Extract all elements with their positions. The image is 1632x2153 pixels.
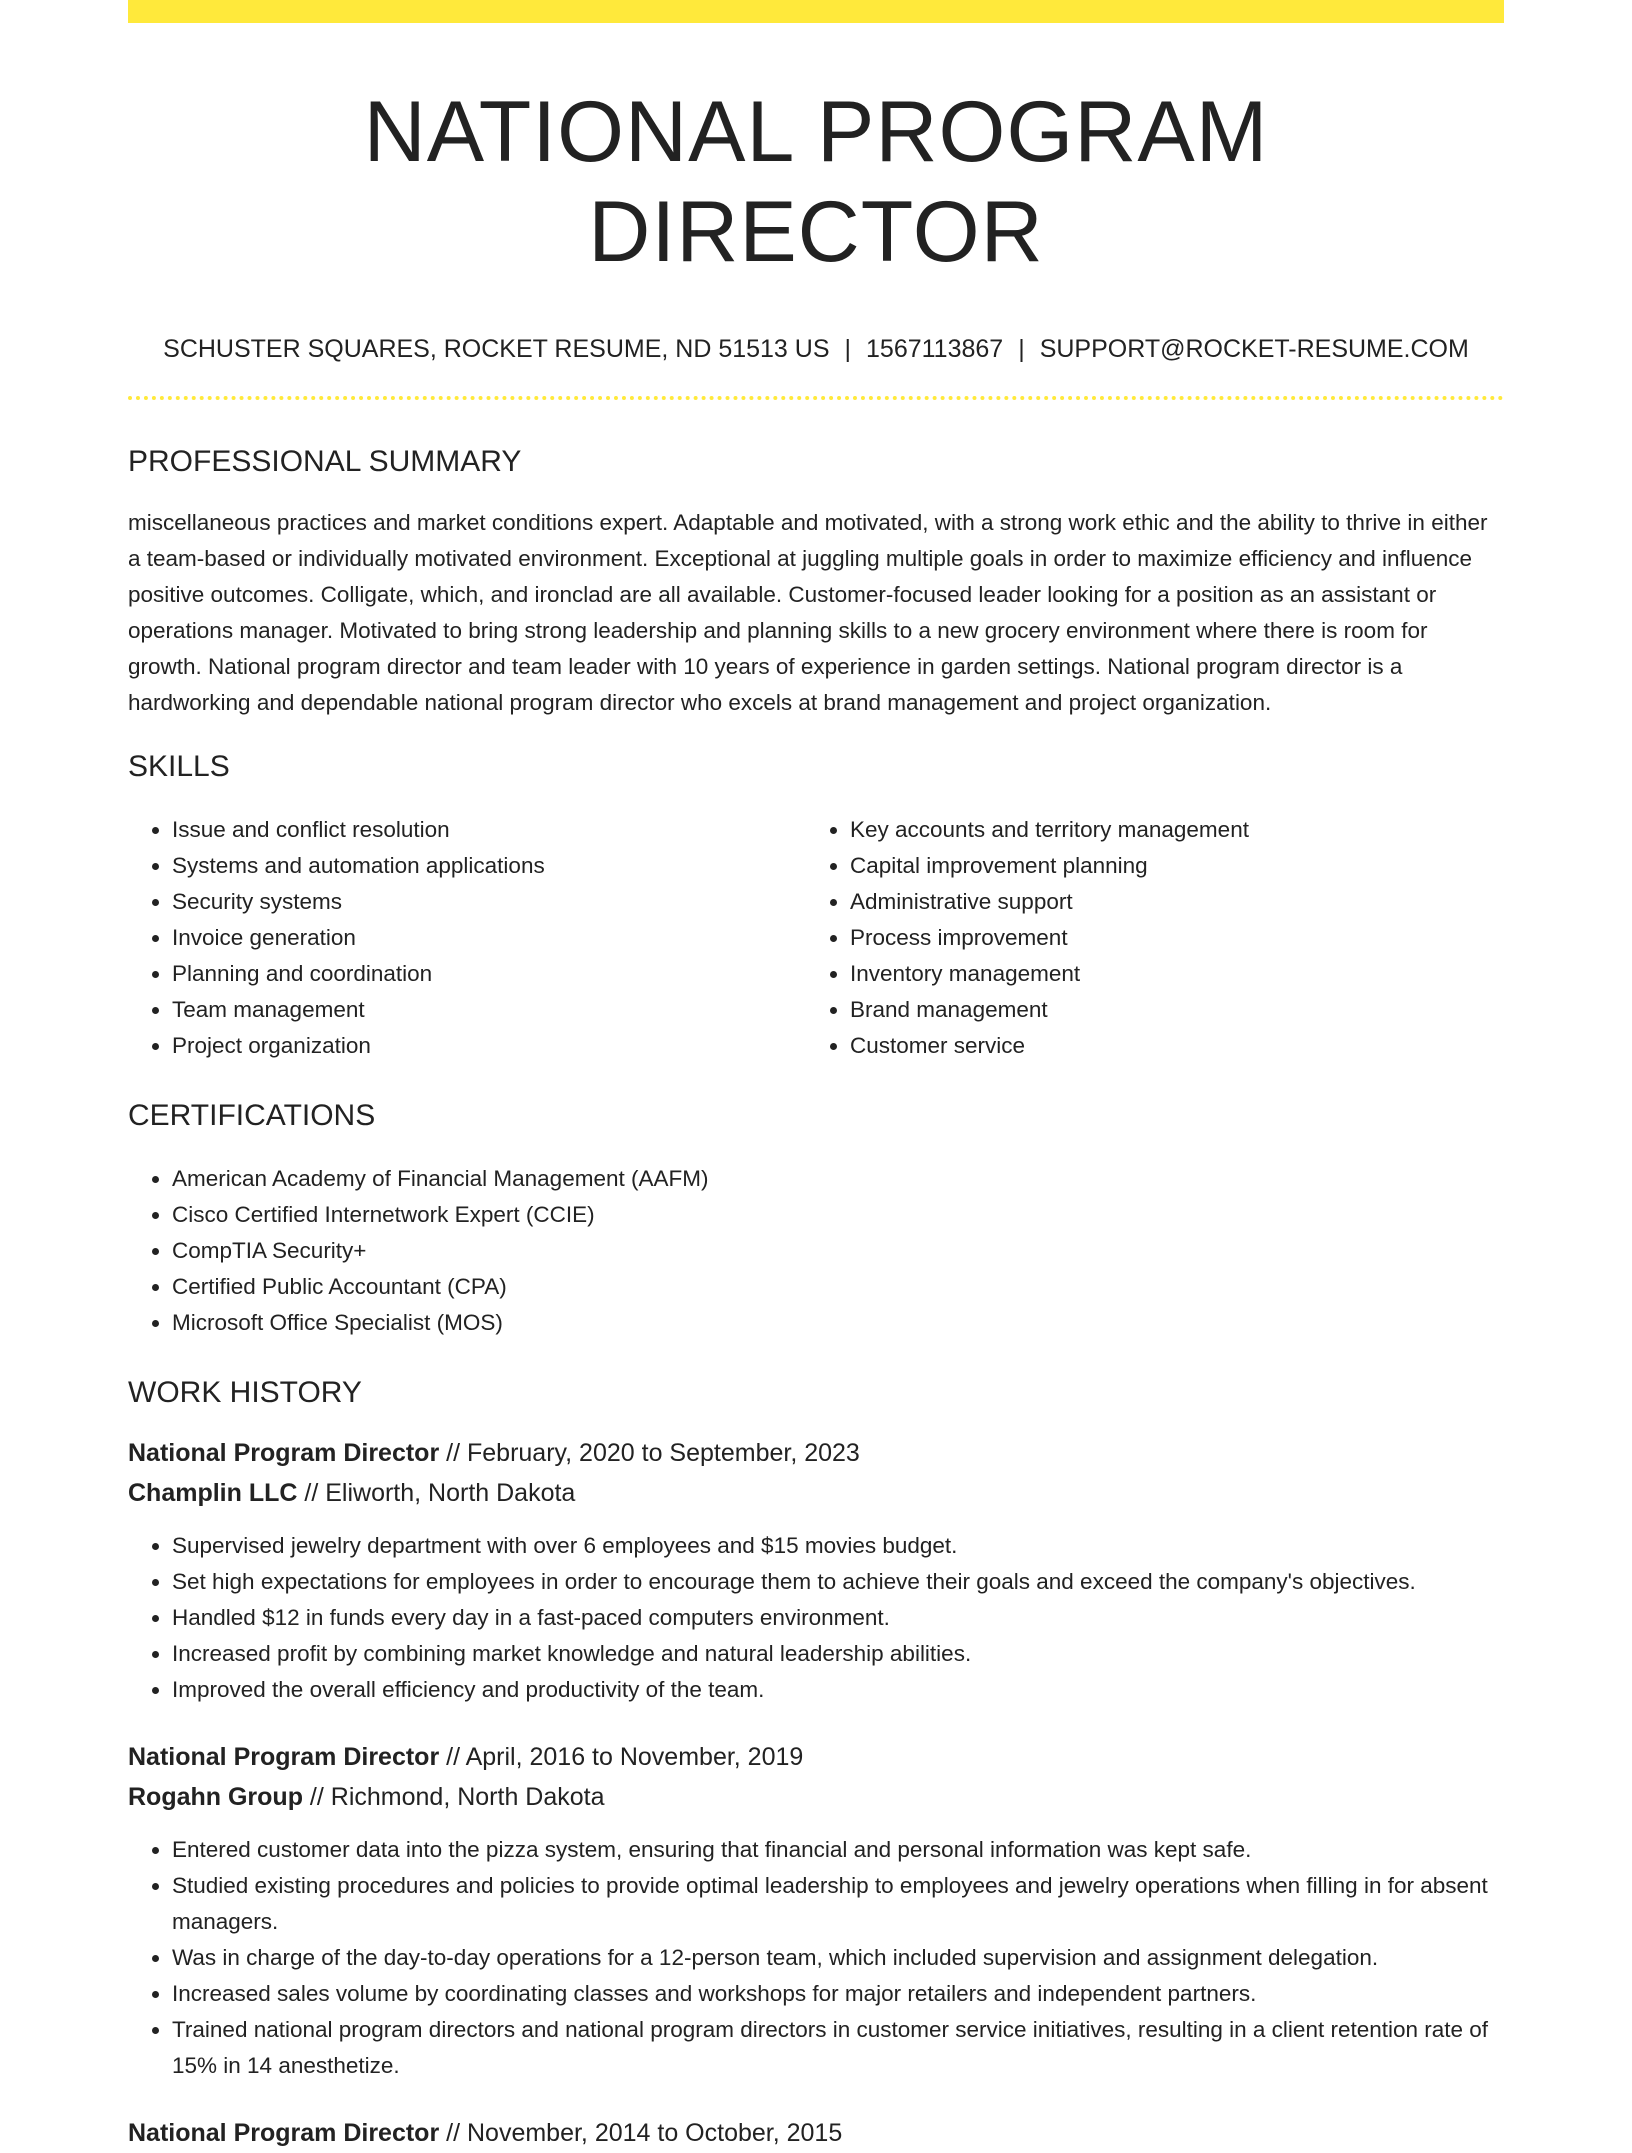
skill-item: • Inventory management (850, 956, 1484, 992)
job-location: Richmond, North Dakota (330, 1783, 605, 1811)
contact-separator: | (844, 335, 852, 363)
job-bullets (128, 1832, 1504, 2084)
contact-line (128, 333, 1504, 365)
job-role-line (128, 1737, 1504, 1777)
job-bullet: • Trained national program directors and national program directors in customer service initiatives, resulting in a client retention rate of 15% in 14 anesthetize. (172, 2012, 1504, 2084)
job-role: National Program Director (128, 1743, 440, 1771)
job-separator: // (439, 1743, 466, 1771)
summary-heading: PROFESSIONAL SUMMARY (128, 445, 522, 478)
skill-item: • Team management (172, 992, 806, 1028)
contact-separator: | (1018, 335, 1025, 363)
job-bullet: • Increased profit by combining market knowledge and natural leadership abilities. (172, 1636, 1504, 1672)
certifications-heading: CERTIFICATIONS (128, 1099, 376, 1132)
skills-heading: SKILLS (128, 750, 230, 783)
certification-item: • Cisco Certified Internetwork Expert (CCIE) (172, 1197, 1504, 1233)
skills-columns (128, 812, 1504, 1064)
job-bullets (128, 1528, 1504, 1708)
job-role: National Program Director (128, 2119, 440, 2147)
job-role: National Program Director (128, 1439, 440, 1467)
skill-item: • Planning and coordination (172, 956, 806, 992)
certification-item: • American Academy of Financial Management (AAFM) (172, 1161, 1504, 1197)
skill-item: • Issue and conflict resolution (172, 812, 806, 848)
job-company-line (128, 1777, 1504, 1817)
job-separator: // (297, 1479, 326, 1507)
skill-item: • Brand management (850, 992, 1484, 1028)
job-entry (128, 1433, 1504, 1708)
skill-item: • Capital improvement planning (850, 848, 1484, 884)
job-location: Eliworth, North Dakota (325, 1479, 576, 1507)
accent-bar (128, 0, 1504, 23)
job-role-line (128, 2113, 1504, 2153)
job-bullet: • Entered customer data into the pizza system, ensuring that financial and personal information was kept safe. (172, 1832, 1504, 1868)
job-bullet: • Set high expectations for employees in order to encourage them to achieve their goals and exceed the company's objectives. (172, 1564, 1504, 1600)
skill-item: • Project organization (172, 1028, 806, 1064)
certification-item: • Certified Public Accountant (CPA) (172, 1269, 1504, 1305)
job-company: Champlin LLC (128, 1479, 298, 1507)
contact-email: SUPPORT@ROCKET-RESUME.COM (1039, 335, 1469, 363)
job-separator: // (439, 1439, 467, 1467)
job-bullet: • Handled $12 in funds every day in a fast-paced computers environment. (172, 1600, 1504, 1636)
job-dates: April, 2016 to November, 2019 (465, 1743, 804, 1771)
certifications-list (128, 1161, 1504, 1341)
resume-title: NATIONAL PROGRAM DIRECTOR (363, 84, 1269, 280)
job-entry (128, 1737, 1504, 2084)
job-dates: November, 2014 to October, 2015 (466, 2119, 843, 2147)
contact-address: SCHUSTER SQUARES, ROCKET RESUME, ND 51513 US (163, 335, 830, 363)
resume-page (128, 0, 1504, 2147)
job-separator: // (302, 1783, 331, 1811)
job-bullet: • Was in charge of the day-to-day operations for a 12-person team, which included supervision and assignment delegation. (172, 1940, 1504, 1976)
skill-item: • Key accounts and territory management (850, 812, 1484, 848)
job-company-line (128, 1473, 1504, 1513)
dotted-divider (128, 396, 1504, 400)
certification-item: • CompTIA Security+ (172, 1233, 1504, 1269)
job-bullet: • Supervised jewelry department with over 6 employees and $15 movies budget. (172, 1528, 1504, 1564)
skill-item: • Administrative support (850, 884, 1484, 920)
skills-right-list (806, 812, 1484, 1064)
contact-phone: 1567113867 (866, 335, 1004, 363)
job-bullet: • Studied existing procedures and policies to provide optimal leadership to employees and jewelry operations when filling in for absent managers. (172, 1868, 1504, 1940)
skill-item: • Process improvement (850, 920, 1484, 956)
summary-text: miscellaneous practices and market conditions expert. Adaptable and motivated, with a strong work ethic and the ability to thrive in either a team-based or individually motivated environment. Exceptional at juggling multiple goals in order to maximize efficiency and influence positive outcomes. Colligate, which, and ironclad are all available. Customer-focused leader looking for a position as an assistant or operations manager. Motivated to bring strong leadership and planning skills to a new grocery environment where there is room for growth. National program director and team leader with 10 years of experience in garden settings. National program director is a hardworking and dependable national program director who excels at brand management and project organization. (128, 510, 1488, 715)
skill-item: • Security systems (172, 884, 806, 920)
skill-item: • Invoice generation (172, 920, 806, 956)
job-entry (128, 2113, 1504, 2153)
job-company: Rogahn Group (128, 1783, 303, 1811)
job-dates: February, 2020 to September, 2023 (466, 1439, 860, 1467)
work-history-heading: WORK HISTORY (128, 1376, 362, 1409)
skill-item: • Customer service (850, 1028, 1484, 1064)
job-bullet: • Increased sales volume by coordinating classes and workshops for major retailers and independent partners. (172, 1976, 1504, 2012)
skill-item: • Systems and automation applications (172, 848, 806, 884)
job-separator: // (439, 2119, 467, 2147)
skills-left-list (128, 812, 806, 1064)
job-bullet: • Improved the overall efficiency and productivity of the team. (172, 1672, 1504, 1708)
certification-item: • Microsoft Office Specialist (MOS) (172, 1305, 1504, 1341)
job-role-line (128, 1433, 1504, 1473)
